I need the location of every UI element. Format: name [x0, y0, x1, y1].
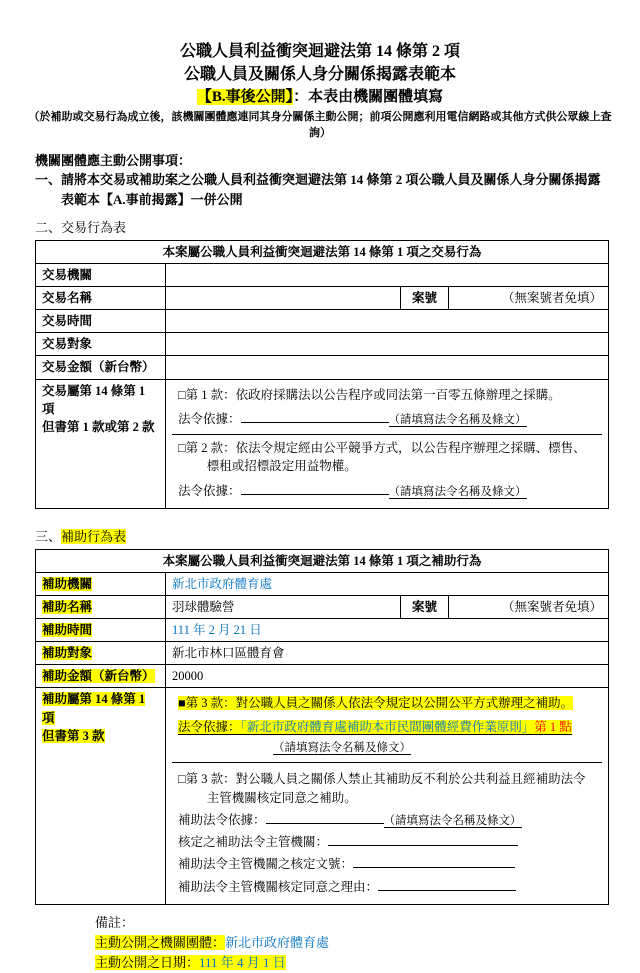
section-label-highlight: 補助行為表: [61, 529, 127, 545]
table-row: [36, 595, 609, 618]
document-title-line2: 公職人員及關係人身分關係揭露表範本: [183, 66, 456, 84]
label-text: 但書第 3 款: [42, 728, 105, 743]
table-row: [36, 240, 609, 263]
subsidy-option-checked-law: [178, 718, 596, 736]
law-basis-label: 法令依據：: [178, 411, 241, 426]
law-basis-note: （請填寫法令名稱及條文）: [388, 485, 527, 498]
remarks-block: [95, 913, 608, 973]
subsidy-amount-label: [36, 665, 166, 688]
law-basis-blank-field: [241, 409, 389, 423]
subsidy-target-label: [36, 642, 166, 665]
document-subtitle: （於補助或交易行為成立後，該機關團體應連同其身分關係主動公開；前項公開應利用電信網路或其他方式供公眾線上查詢）: [28, 110, 612, 139]
label-text: 補助對象: [42, 646, 93, 661]
subsidy-agency-label: [36, 572, 166, 595]
title-line3-rest: ：本表由機關團體填寫: [293, 89, 444, 106]
subsidy-option-checked-text: [178, 694, 596, 712]
transaction-option-1: [172, 382, 602, 436]
transaction-agency-label: 交易機關: [36, 263, 166, 286]
subsidy-clause-options: [166, 688, 609, 904]
transaction-amount-label: 交易金額（新台幣）: [36, 356, 166, 379]
subsidy-option-checked-law-note-line: [178, 738, 596, 757]
section-label-subsidy: [35, 527, 608, 547]
table-row: [36, 287, 609, 310]
subsidy-option-checked: [172, 690, 602, 763]
transaction-time-value: [166, 310, 609, 333]
label-text: 補助機關: [42, 576, 93, 591]
subsidy-clause-label-line1: [42, 690, 159, 726]
transaction-option-2-text: [178, 439, 596, 475]
subsidy-name-label: [36, 595, 166, 618]
document-body: [35, 151, 608, 973]
table-row: [36, 263, 609, 286]
option-text: 第 3 款：對公職人員之關係人禁止其補助反不利於公共利益且經補助法令主管機關核定同意之補助。: [185, 772, 586, 805]
section-label-transaction: 二、交易行為表: [35, 220, 127, 236]
table-row: [36, 572, 609, 595]
subsidy-clause-label-line2: [42, 727, 159, 745]
transaction-option-1-text: [178, 386, 596, 404]
law-basis-point: 第 1 點: [534, 719, 572, 734]
subsidy-reason-label: 補助法令主管機關核定同意之理由：: [178, 879, 379, 894]
table-row: [36, 379, 609, 509]
transaction-time-label: 交易時間: [36, 310, 166, 333]
subsidy-law-basis-line: [178, 810, 596, 830]
subsidy-name-value: 羽球體驗營: [166, 595, 401, 618]
transaction-option-2-law: [178, 481, 596, 501]
label-text: 補助金額（新台幣）: [42, 669, 155, 684]
transaction-amount-value: [166, 356, 609, 379]
subsidy-agency-value: 新北市政府體育處: [166, 572, 609, 595]
transaction-clause-label-line1: 交易屬第 14 條第 1 項: [42, 383, 146, 416]
disclosure-notice: [35, 151, 608, 210]
table-row: [36, 549, 609, 572]
law-basis-label: 法令依據：: [178, 483, 241, 498]
section-label-prefix: 三、: [35, 529, 62, 545]
option-text: 第 3 款：對公職人員之關係人依法令規定以公開公平方式辦理之補助。: [185, 696, 574, 711]
notice-item-1: 一、請將本交易或補助案之公職人員利益衝突迴避法第 14 條第 2 項公職人員及關係人身分關係揭露表範本【A.事前揭露】一併公開: [35, 172, 601, 207]
option-text: 第 1 款：依政府採購法以公告程序或同法第一百零五條辦理之採購。: [185, 387, 561, 402]
transaction-case-no-label: 案號: [401, 287, 449, 310]
transaction-clause-label-line2: 但書第 1 款或第 2 款: [42, 419, 155, 434]
table-row: [36, 333, 609, 356]
label-text: 補助時間: [42, 623, 93, 638]
subsidy-target-value: 新北市林口區體育會: [166, 642, 609, 665]
transaction-counterparty-label: 交易對象: [36, 333, 166, 356]
law-basis-label: 法令依據：: [178, 719, 241, 734]
transaction-name-label: 交易名稱: [36, 287, 166, 310]
subsidy-time-label: [36, 619, 166, 642]
subsidy-table: [35, 549, 609, 905]
subsidy-law-basis-blank-field: [266, 810, 384, 824]
notice-heading: 機關團體應主動公開事項：: [35, 152, 192, 168]
subsidy-case-no-note: （無案號者免填）: [449, 595, 609, 618]
publish-date-label: 主動公開之日期：: [95, 954, 200, 970]
table-row: [36, 310, 609, 333]
law-basis-note: （請填寫法令名稱及條文）: [383, 814, 522, 827]
transaction-name-value: [166, 287, 401, 310]
subsidy-approver-label: 核定之補助法令主管機關：: [178, 835, 329, 850]
checkbox-unchecked-icon: □: [178, 387, 186, 402]
document-title-line1: 公職人員利益衝突迴避法第 14 條第 2 項: [179, 43, 460, 60]
transaction-option-2: [172, 435, 602, 506]
transaction-counterparty-value: [166, 333, 609, 356]
subsidy-clause-label: [36, 688, 166, 904]
subsidy-doc-no-line: [178, 854, 596, 873]
subsidy-amount-value: 20000: [166, 665, 609, 688]
table-row: [36, 688, 609, 904]
publisher-line: [95, 933, 608, 953]
publish-date-line: [95, 953, 608, 973]
option-text: 第 2 款：依法令規定經由公平競爭方式，以公告程序辦理之採購、標售、標租或招標設定用益物權。: [185, 441, 586, 474]
subsidy-law-basis-label: 補助法令依據：: [178, 812, 266, 827]
remarks-label: 備註：: [95, 914, 135, 930]
publish-date-value: 111 年 4 月 1 日: [199, 954, 286, 970]
transaction-option-1-law: [178, 409, 596, 429]
subsidy-approver-line: [178, 832, 596, 851]
subsidy-option-unchecked: [172, 763, 602, 901]
publisher-label: 主動公開之機關團體：: [95, 934, 226, 950]
subsidy-approver-blank-field: [328, 832, 518, 846]
subsidy-doc-no-label: 補助法令主管機關之核定文號：: [178, 857, 354, 872]
label-text: 補助屬第 14 條第 1 項: [42, 692, 146, 725]
subsidy-option-unchecked-text: [178, 770, 596, 806]
table-row: [36, 642, 609, 665]
document-title-line3: [0, 86, 640, 109]
checkbox-unchecked-icon: □: [178, 772, 186, 787]
law-basis-note: （請填寫法令名稱及條文）: [388, 413, 527, 426]
transaction-clause-options: [166, 379, 609, 509]
subsidy-reason-blank-field: [378, 877, 516, 891]
checkbox-unchecked-icon: □: [178, 441, 186, 456]
transaction-case-no-note: （無案號者免填）: [449, 287, 609, 310]
transaction-clause-label: [36, 379, 166, 509]
subsidy-reason-line: [178, 877, 596, 896]
transaction-agency-value: [166, 263, 609, 286]
transaction-table-title: 本案屬公職人員利益衝突迴避法第 14 條第 1 項之交易行為: [36, 240, 609, 263]
title-highlight-b-posthoc: 【B.事後公開】: [196, 89, 294, 106]
transaction-table: [35, 240, 609, 509]
table-row: [36, 665, 609, 688]
table-row: [36, 619, 609, 642]
subsidy-doc-no-blank-field: [353, 854, 515, 868]
checkbox-checked-icon: ■: [178, 696, 186, 711]
publisher-value: 新北市政府體育處: [225, 934, 330, 950]
subsidy-table-title: 本案屬公職人員利益衝突迴避法第 14 條第 1 項之補助行為: [36, 549, 609, 572]
law-basis-blank-field: [241, 481, 389, 495]
law-basis-value: 「新北市政府體育處補助本市民間團體經費作業原則」: [240, 719, 535, 734]
law-basis-note: （請填寫法令名稱及條文）: [273, 741, 411, 754]
subsidy-time-value: 111 年 2 月 21 日: [166, 619, 609, 642]
table-row: [36, 356, 609, 379]
label-text: 補助名稱: [42, 599, 93, 614]
subsidy-case-no-label: 案號: [401, 595, 449, 618]
